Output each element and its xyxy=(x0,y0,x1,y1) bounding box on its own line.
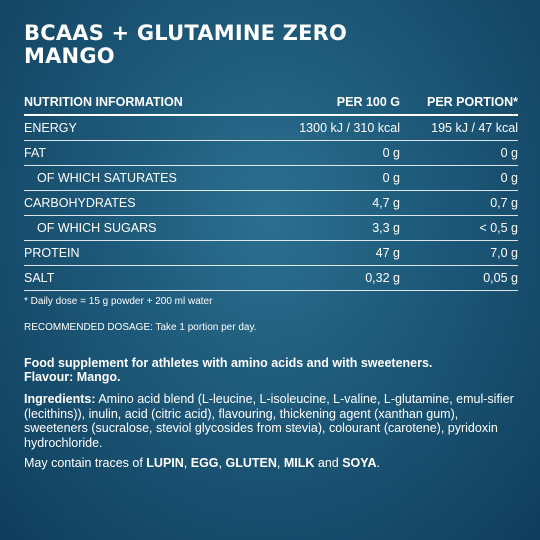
row-per-portion: 7,0 g xyxy=(400,241,518,266)
table-row xyxy=(24,216,518,241)
allergen-egg: EGG xyxy=(190,456,219,470)
header-nutrition-information: NUTRITION INFORMATION xyxy=(24,90,290,115)
row-label: FAT xyxy=(24,141,290,166)
row-per-100g: 0,32 g xyxy=(290,266,400,291)
allergen-soya: SOYA xyxy=(342,456,377,470)
table-row xyxy=(24,266,518,291)
row-per-portion: 0,05 g xyxy=(400,266,518,291)
header-per-portion: PER PORTION* xyxy=(400,90,518,115)
row-per-100g: 3,3 g xyxy=(290,216,400,241)
traces-prefix: May contain traces of xyxy=(24,456,147,470)
allergen-milk: MILK xyxy=(283,456,315,470)
flavour-line: Flavour: Mango. xyxy=(24,370,121,384)
row-label: CARBOHYDRATES xyxy=(24,191,290,216)
header-per-100g: PER 100 G xyxy=(290,90,400,115)
table-row xyxy=(24,115,518,141)
traces-suffix: . xyxy=(376,456,380,470)
row-per-portion: 0 g xyxy=(400,166,518,191)
traces-sep: , xyxy=(218,456,226,470)
product-title-line2: MANGO xyxy=(24,44,115,68)
nutrition-table xyxy=(24,90,518,291)
row-per-portion: 0 g xyxy=(400,141,518,166)
product-title-line1: BCAAS + GLUTAMINE ZERO xyxy=(24,21,348,45)
table-row xyxy=(24,241,518,266)
ingredients-label: Ingredients: xyxy=(24,392,96,406)
row-per-portion: 0,7 g xyxy=(400,191,518,216)
traces-sep: , xyxy=(183,456,191,470)
supplement-description xyxy=(24,356,518,384)
allergen-traces xyxy=(24,456,518,470)
row-per-100g: 4,7 g xyxy=(290,191,400,216)
row-per-portion: 195 kJ / 47 kcal xyxy=(400,115,518,141)
row-per-100g: 1300 kJ / 310 kcal xyxy=(290,115,400,141)
row-label: ENERGY xyxy=(24,115,290,141)
row-per-100g: 0 g xyxy=(290,166,400,191)
table-row xyxy=(24,166,518,191)
row-label: SALT xyxy=(24,266,290,291)
recommended-dosage: RECOMMENDED DOSAGE: Take 1 portion per day. xyxy=(24,322,257,333)
allergen-gluten: GLUTEN xyxy=(225,456,277,470)
ingredients-paragraph xyxy=(24,392,520,450)
nutrition-header-row xyxy=(24,90,518,115)
table-row xyxy=(24,141,518,166)
row-per-portion: < 0,5 g xyxy=(400,216,518,241)
row-per-100g: 0 g xyxy=(290,141,400,166)
table-row xyxy=(24,191,518,216)
product-title xyxy=(24,22,347,68)
ingredients-text: Amino acid blend (L-leucine, L-isoleucine, L-valine, L-glutamine, emul-sifier (lecithins)), inulin, acid (citric acid), flavouring, thickening agent (xanthan gum), sweeteners (sucralose, steviol glycosides from stevia), colourant (carotene), pyridoxin hydrochloride. xyxy=(24,392,514,450)
supplement-line: Food supplement for athletes with amino acids and with sweeteners. xyxy=(24,356,433,370)
portion-footnote: * Daily dose = 15 g powder + 200 ml water xyxy=(24,296,213,307)
row-label: PROTEIN xyxy=(24,241,290,266)
row-per-100g: 47 g xyxy=(290,241,400,266)
traces-sep: , xyxy=(276,456,284,470)
row-label: OF WHICH SUGARS xyxy=(24,216,290,241)
traces-sep: and xyxy=(314,456,343,470)
row-label: OF WHICH SATURATES xyxy=(24,166,290,191)
allergen-lupin: LUPIN xyxy=(146,456,184,470)
